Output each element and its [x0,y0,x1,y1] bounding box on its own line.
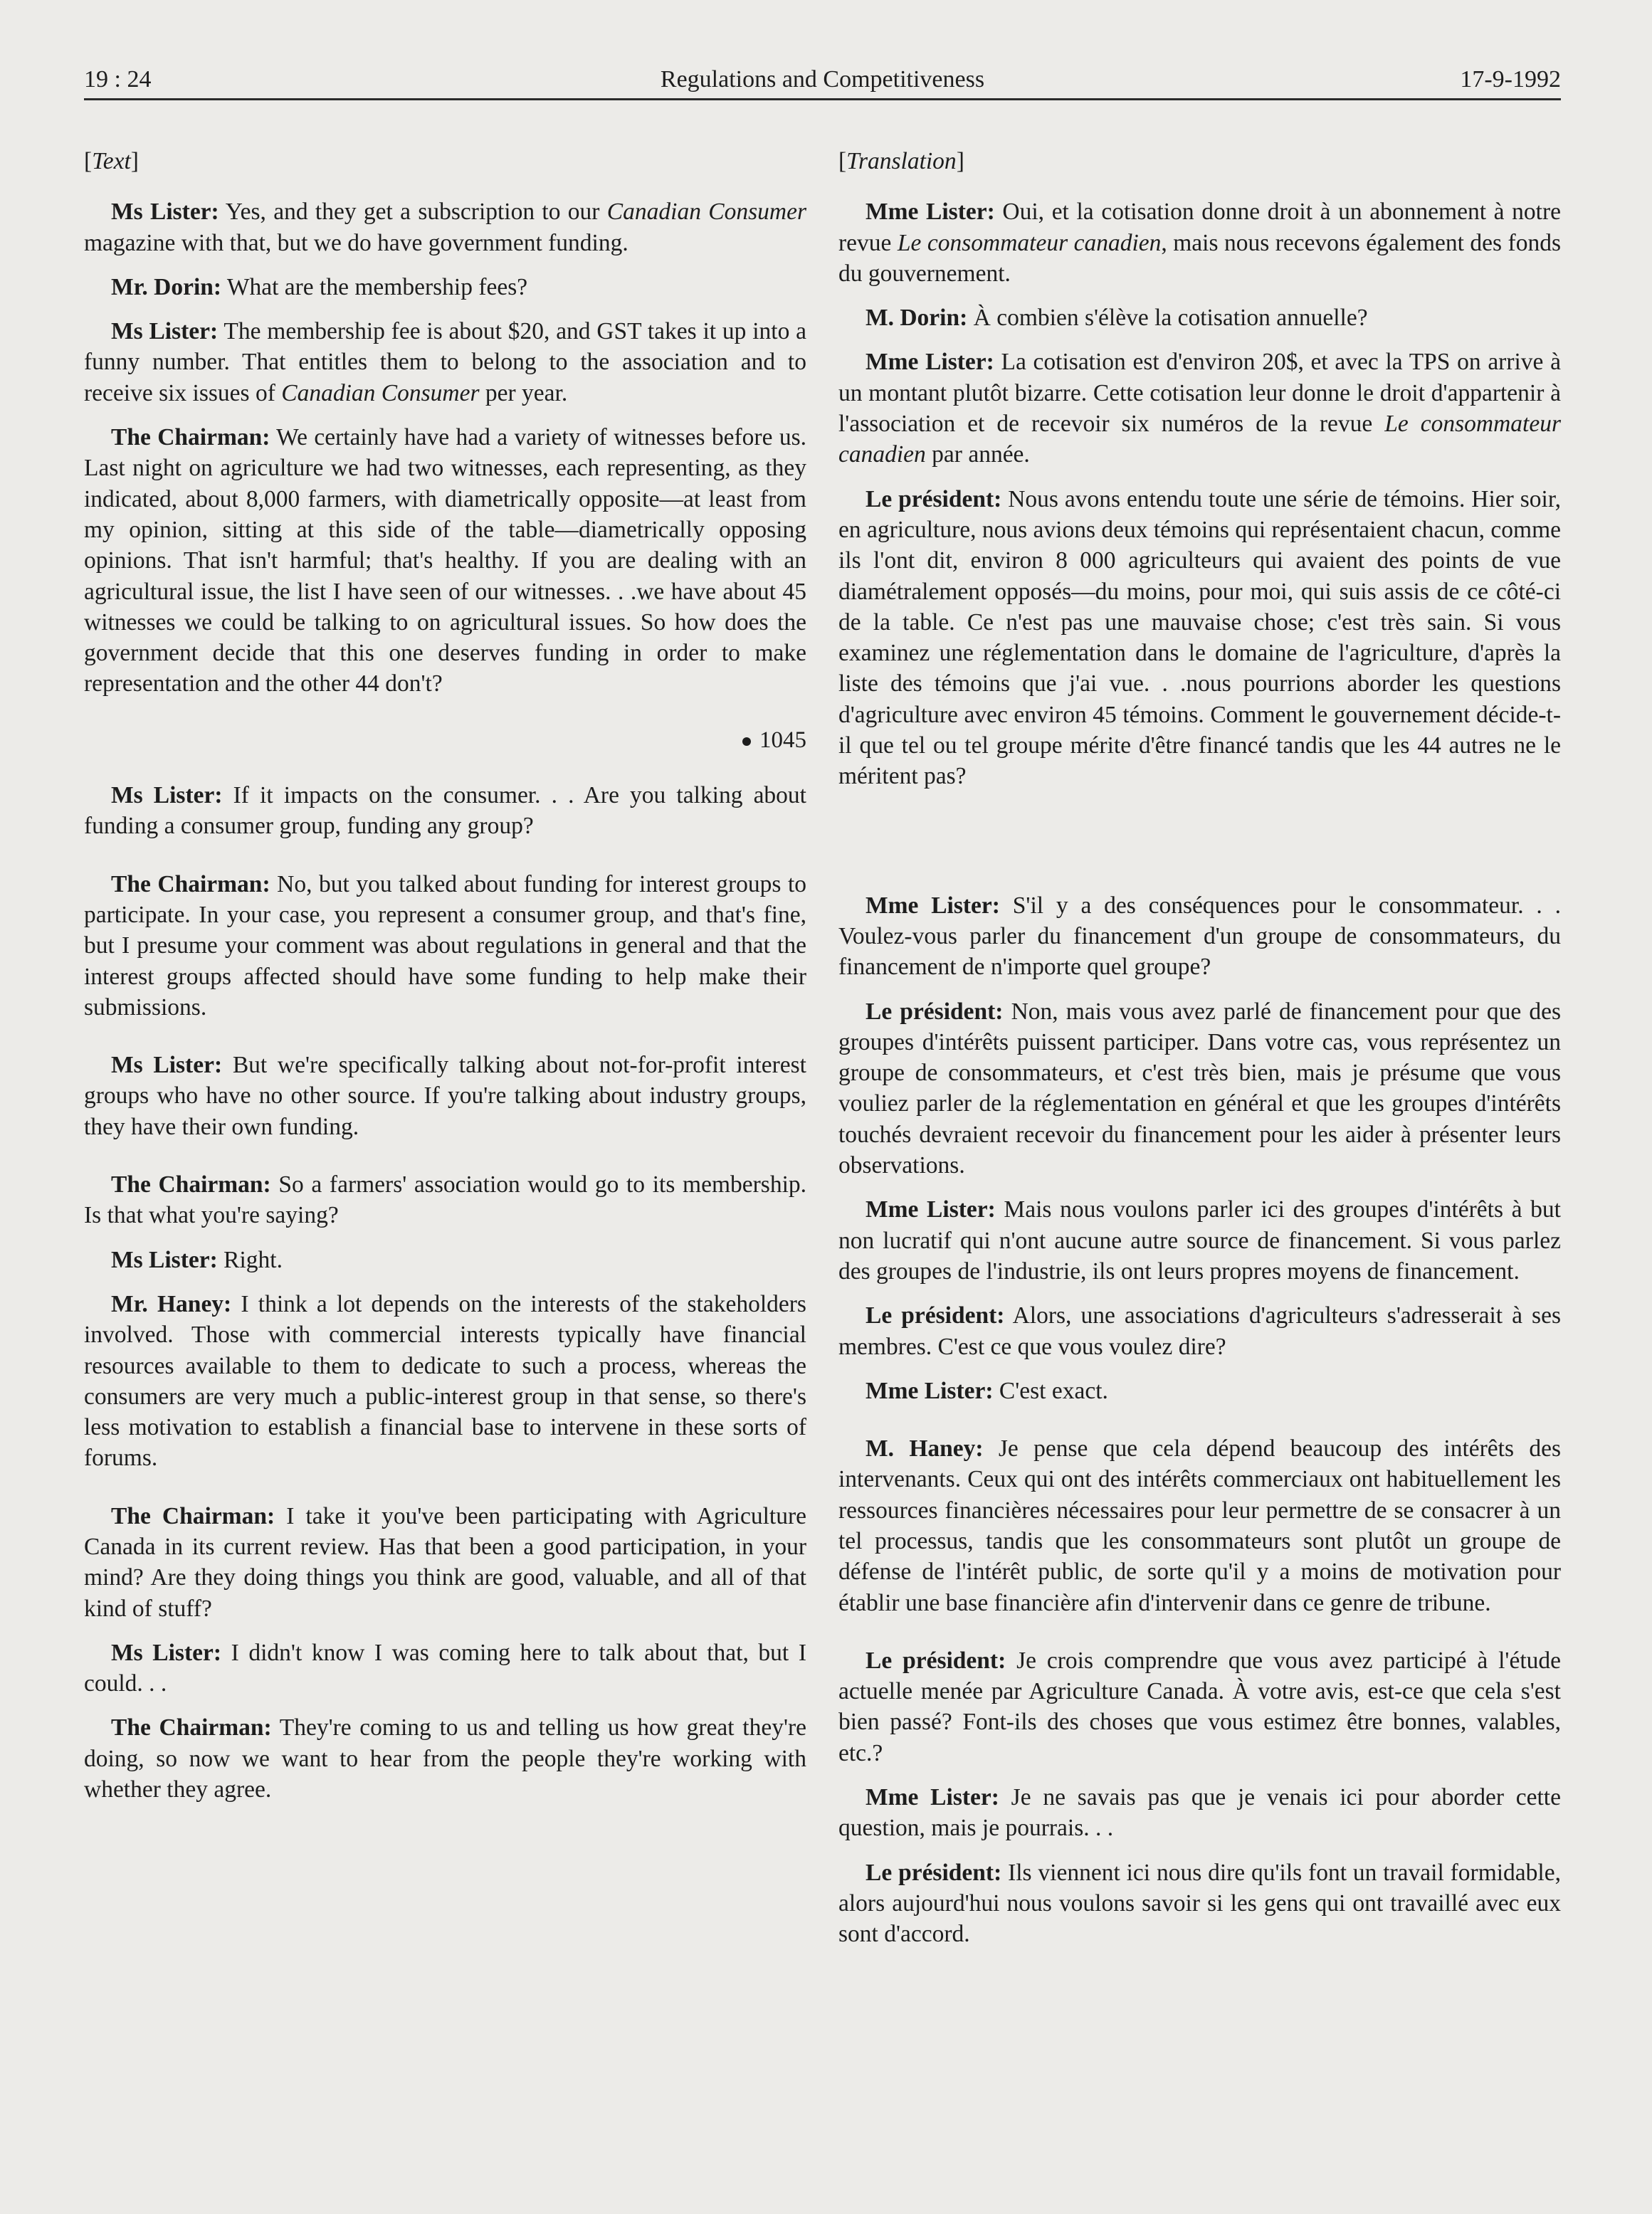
paragraph: The Chairman: We certainly have had a variety of witnesses before us. Last night on agriculture we had two witnesses, each representing, as they indicated, about 8,000 farmers, with diametrically opposite—at least from my opinion, sitting at this side of the table—diametrically opposing opinions. That isn't harmful; that's healthy. If you are dealing with an agricultural issue, the list I have seen of our witnesses. . .we have about 45 witnesses we could be talking to on agricultural issues. So how does the government decide that this one deserves funding in order to make representation and the other 44 don't? [84,424,806,697]
paragraph: Mme Lister: Oui, et la cotisation donne droit à un abonnement à notre revue Le consommateur canadien, mais nous recevons également des fonds du gouvernement. [838,199,1561,287]
paragraph: The Chairman: So a farmers' association would go to its membership. Is that what you're saying? [84,1171,806,1229]
speaker-name: Mr. Haney: [111,1290,232,1317]
speaker-name: The Chairman: [111,424,270,451]
paragraph: M. Dorin: À combien s'élève la cotisation annuelle? [866,305,1368,332]
speaker-name: Ms Lister: [111,1639,221,1666]
speaker-name: Ms Lister: [111,1052,223,1079]
column-tag: [Text] [84,148,139,174]
speaker-name: Le président: [866,1859,1002,1886]
speaker-name: M. Dorin: [866,305,968,332]
paragraph: Mr. Haney: I think a lot depends on the interests of the stakeholders involved. Those with commercial interests typically have financial resources available to them to dedicate to such a process, whereas the consumers are very much a public-interest group in that sense, so there's less motivation to establish a financial base to intervene in these sorts of forums. [84,1290,806,1472]
paragraph: Ms Lister: I didn't know I was coming here to talk about that, but I could. . . [84,1639,806,1697]
paragraph: Ms Lister: But we're specifically talking about not-for-profit interest groups who have no other source. If you're talking about industry groups, they have their own funding. [84,1052,806,1140]
speaker-name: The Chairman: [111,1502,275,1529]
publication-title: Le consommateur canadien [897,229,1162,256]
paragraph: Ms Lister: Right. [111,1246,283,1273]
speaker-name: Ms Lister: [111,782,223,809]
speaker-name: Ms Lister: [111,199,219,226]
paragraph: Ms Lister: The membership fee is about $20, and GST takes it up into a funny number. That entitles them to belong to the association and to receive six issues of Canadian Consumer per year. [84,318,806,406]
paragraph: Mme Lister: C'est exact. [866,1377,1108,1404]
paragraph: Mme Lister: La cotisation est d'environ 20$, et avec la TPS on arrive à un montant plutôt bizarre. Cette cotisation leur donne le droit d'appartenir à l'association et de recevoir six numéros de la revue Le consommateur canadien par année. [838,349,1561,468]
paragraph: Le président: Je crois comprendre que vous avez participé à l'étude actuelle menée par Agriculture Canada. À votre avis, est-ce que cela s'est bien passé? Font-ils des choses que vous estimez être bonnes, valables, etc.? [838,1647,1561,1766]
paragraph: Le président: Alors, une associations d'agriculteurs s'adresserait à ses membres. C'est ce que vous voulez dire? [838,1302,1561,1360]
paragraph: Ms Lister: If it impacts on the consumer. . . Are you talking about funding a consumer group, funding any group? [84,782,806,840]
paragraph: The Chairman: I take it you've been participating with Agriculture Canada in its current review. Has that been a good participation, in your mind? Are they doing things you think are good, valuable, and all of that kind of stuff? [84,1502,806,1622]
paragraph: Le président: Ils viennent ici nous dire qu'ils font un travail formidable, alors aujourd'hui nous voulons savoir si les gens qui ont travaillé avec eux sont d'accord. [838,1859,1561,1948]
publication-title: Canadian Consumer [281,379,480,406]
speaker-name: Ms Lister: [111,1246,218,1273]
paragraph: Mme Lister: S'il y a des conséquences pour le consommateur. . . Voulez-vous parler du financement d'un groupe de consommateurs, du financement de n'importe quel groupe? [838,892,1561,981]
french-column [838,146,1561,1963]
speaker-name: Le président: [866,1647,1006,1674]
speaker-name: The Chairman: [111,870,270,897]
column-tag: [Translation] [838,148,964,174]
bullet-icon [742,737,751,746]
page-number: 19 : 24 [84,66,152,93]
speaker-name: The Chairman: [111,1171,271,1198]
header-rule [84,98,1561,100]
speaker-name: Mme Lister: [866,1784,999,1811]
paragraph: Mme Lister: Je ne savais pas que je venais ici pour aborder cette question, mais je pourrais. . . [838,1784,1561,1842]
page-header [84,63,1561,97]
paragraph: The Chairman: No, but you talked about funding for interest groups to participate. In your case, you represent a consumer group, and that's fine, but I presume your comment was about regulations in general and that the interest groups affected should have some funding to help make their submissions. [84,870,807,1021]
speaker-name: Le président: [866,1302,1005,1329]
speaker-name: Mme Lister: [866,199,995,226]
english-column [84,146,806,1818]
publication-title: Le consommateur canadien [838,411,1561,468]
speaker-name: The Chairman: [111,1714,272,1741]
header-date: 17-9-1992 [1460,66,1561,93]
speaker-name: Ms Lister: [111,318,219,345]
speaker-name: Mme Lister: [866,349,994,376]
paragraph: The Chairman: They're coming to us and telling us how great they're doing, so now we want to hear from the people they're working with whether they agree. [84,1714,807,1803]
timestamp: 1045 [84,725,806,756]
speaker-name: Mme Lister: [866,892,1000,919]
paragraph: M. Haney: Je pense que cela dépend beaucoup des intérêts des intervenants. Ceux qui ont des intérêts commerciaux ont habituellement les ressources financières nécessaires pour leur permettre de se consacrer à un tel processus, tandis que les consommateurs sont plutôt un groupe de défense de l'intérêt public, de sorte qu'il y a moins de motivation pour établir une base financière afin d'intervenir dans ce genre de tribune. [838,1435,1561,1616]
speaker-name: M. Haney: [866,1435,984,1462]
publication-title: Canadian Consumer [606,199,806,226]
speaker-name: Mr. Dorin: [111,273,222,300]
speaker-name: Mme Lister: [866,1377,994,1404]
paragraph: Le président: Nous avons entendu toute une série de témoins. Hier soir, en agriculture, nous avions deux témoins qui représentaient chacun, comme ils l'ont dit, environ 8 000 agriculteurs qui avaient des points de vue diamétralement opposés—du moins, pour moi, qui suis assis de ce côté-ci de la table. Ce n'est pas une mauvaise chose; c'est très sain. Si vous examinez une réglementation dans le domaine de l'agriculture, d'après la liste des témoins que j'ai vue. . .nous pourrions aborder les questions d'agriculture avec environ 45 témoins. Comment le gouvernement décide-t-il que tel ou tel groupe mérite d'être financé tandis que les 44 autres ne le méritent pas? [838,485,1562,790]
speaker-name: Le président: [866,485,1002,512]
speaker-name: Mme Lister: [866,1196,996,1223]
running-title: Regulations and Competitiveness [660,66,985,93]
paragraph: Mr. Dorin: What are the membership fees? [111,273,528,300]
paragraph: Mme Lister: Mais nous voulons parler ici des groupes d'intérêts à but non lucratif qui n'ont aucune autre source de financement. Si vous parlez des groupes de l'industrie, ils ont leurs propres moyens de financement. [838,1196,1561,1285]
paragraph: Le président: Non, mais vous avez parlé de financement pour que des groupes d'intérêts puissent participer. Dans votre cas, vous représentez un groupe de consommateurs, et c'est très bien, mais je présume que vous vouliez parler de la réglementation en général et que les groupes d'intérêts touchés devraient recevoir du financement pour les aider à présenter leurs observations. [838,998,1561,1179]
speaker-name: Le président: [866,998,1004,1025]
paragraph: Ms Lister: Yes, and they get a subscription to our Canadian Consumer magazine with that, but we do have government funding. [84,199,806,256]
